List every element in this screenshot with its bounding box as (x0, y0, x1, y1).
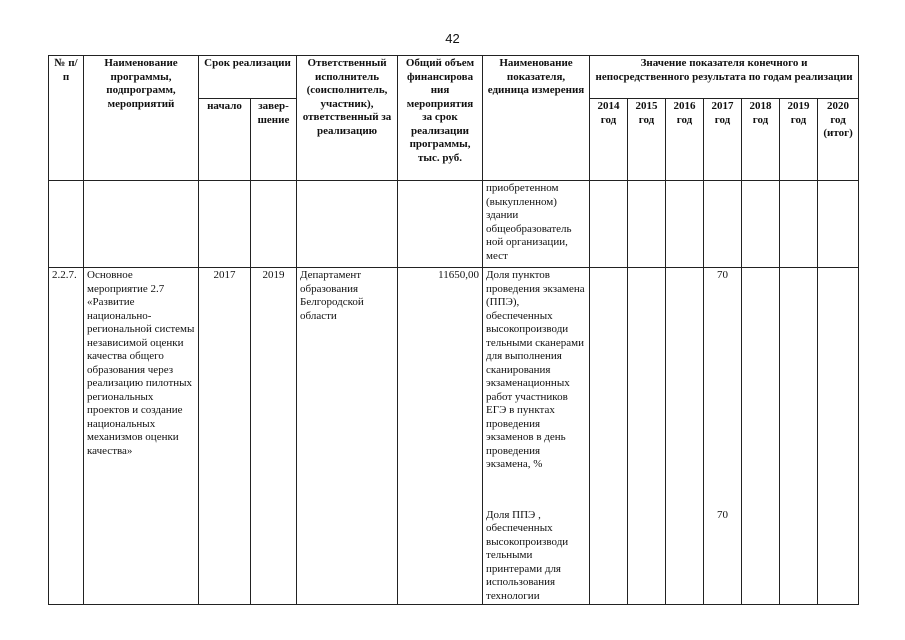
indicator-1: Доля пунктов проведения экзамена (ППЭ), обеспеченных высокопроизводи тельными сканерами для выполнения сканирования экзаменационных работ участников ЕГЭ в пунктах проведения экзаменов в день проведения экзамена, % (483, 268, 590, 508)
table-row-continued (49, 181, 859, 268)
indicator-continued: приобретенном (выкупленном) здании общеобразователь ной организации, мест (483, 181, 590, 268)
header-financing: Общий объем финансирова ния мероприятия за срок реализации программы, тыс. руб. (398, 56, 483, 181)
year-2014: 2014 год (590, 99, 628, 181)
header-values: Значение показателя конечного и непосредственного результата по годам реализации (590, 56, 859, 99)
header-term: Срок реализации (199, 56, 297, 99)
year-2019: 2019 год (780, 99, 818, 181)
indicator-1-2017: 70 (704, 268, 742, 508)
header-name: Наименование программы, подпрограмм, мероприятий (84, 56, 199, 181)
year-2018: 2018 год (742, 99, 780, 181)
year-2020: 2020 год (итог) (818, 99, 859, 181)
header-num: № п/п (49, 56, 84, 181)
header-end: завер-шение (251, 99, 297, 181)
row-end: 2019 (251, 268, 297, 605)
row-name: Основное мероприятие 2.7 «Развитие национально-региональной системы независимой оценки качества общего образования через реализацию пилотных региональных проектов и создание национальных механизмов оценки качества» (84, 268, 199, 605)
indicator-2: Доля ППЭ , обеспеченных высокопроизводи тельными принтерами для использования технологии (483, 508, 590, 605)
program-table (48, 55, 859, 605)
year-2017: 2017 год (704, 99, 742, 181)
year-2015: 2015 год (628, 99, 666, 181)
header-responsible: Ответственный исполнитель (соисполнитель, участник), ответственный за реализацию (297, 56, 398, 181)
row-num: 2.2.7. (49, 268, 84, 605)
row-financing: 11650,00 (398, 268, 483, 605)
table-row-2-2-7 (49, 268, 859, 508)
indicator-2-2017: 70 (704, 508, 742, 605)
year-2016: 2016 год (666, 99, 704, 181)
header-row-1 (49, 56, 859, 99)
header-start: начало (199, 99, 251, 181)
row-start: 2017 (199, 268, 251, 605)
header-indicator: Наименование показателя, единица измерения (483, 56, 590, 181)
page-number: 42 (445, 31, 460, 46)
row-responsible: Департамент образования Белгородской области (297, 268, 398, 605)
